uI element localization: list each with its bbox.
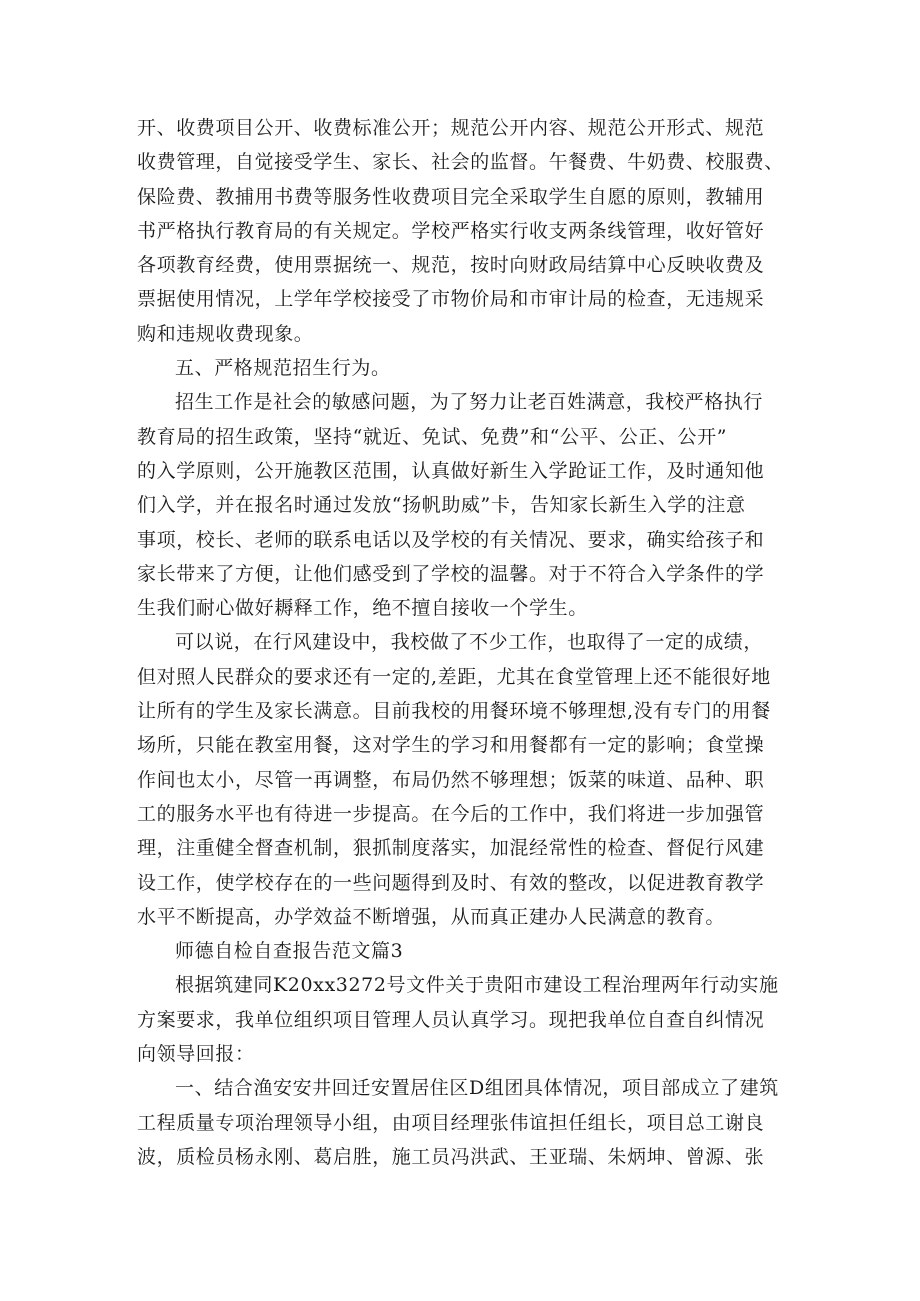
text-line: 方案要求，我单位组织项目管理人员认真学习。现把我单位自查自纠情况 <box>137 1008 765 1031</box>
text-line: 的入学原则，公开施教区范围，认真做好新生入学跄证工作，及时通知他 <box>137 459 765 482</box>
text-line: 书严格执行教育局的有关规定。学校严格实行收支两条线管理，收好管好 <box>137 219 765 242</box>
paragraph <box>137 1071 787 1174</box>
text-line: 但对照人民群众的要求还有一定的,差距，尤其在食堂管理上还不能很好地 <box>137 665 771 688</box>
document-body <box>137 111 787 1174</box>
text-line: 各项教育经费，使用票据统一、规范，按时向财政局结算中心反映收费及 <box>137 254 765 277</box>
text-line: 根据筑建同K20xx3272号文件关于贵阳市建设工程治理两年行动实施 <box>175 974 779 997</box>
text-line: 购和违规收费现象。 <box>137 322 314 345</box>
text-line: 波，质检员杨永刚、葛启胜，施工员冯洪武、王亚瑞、朱炳坤、曾源、张 <box>137 1145 765 1168</box>
text-line: 教育局的招生政策，坚持“就近、免试、免费”和“公平、公正、公开” <box>137 425 728 448</box>
text-line: 向领导回报： <box>137 1043 255 1066</box>
text-line: 水平不断提高，办学效益不断增强，从而真正建办人民满意的教育。 <box>137 905 726 928</box>
paragraph <box>137 385 787 625</box>
text-line: 事项，校长、老师的联系电话以及学校的有关情况、要求，确实给孩子和 <box>137 528 765 551</box>
text-line: 收费管理，自觉接受学生、家长、社会的监督。午餐费、牛奶费、校服费、 <box>137 151 784 174</box>
text-line: 开、收费项目公开、收费标准公开；规范公开内容、规范公开形式、规范 <box>137 117 765 139</box>
text-line: 生我们耐心做好耨释工作，绝不擅自接收一个学生。 <box>137 597 588 620</box>
text-line: 师德自检自查报告范文篇3 <box>175 940 404 963</box>
paragraph <box>137 968 787 1071</box>
text-line: 们入学，并在报名时通过发放“扬帆助威”卡，告知家长新生入学的注意 <box>137 494 746 517</box>
text-line: 招生工作是社会的敏感问题，为了努力让老百姓满意，我校严格执行 <box>175 391 764 414</box>
text-line: 工的服务水平也有待进一步提高。在今后的工作中，我们将进一步加强管 <box>137 802 765 825</box>
text-line: 作间也太小，尽管一再调整，布局仍然不够理想；饭菜的味道、品种、职 <box>137 768 765 791</box>
text-line: 理，注重健全督查机制，狠抓制度落实，加混经常性的检查、督促行风建 <box>137 837 765 860</box>
text-line: 保险费、教捕用书费等服务性收费项目完全采取学生自愿的原则，教辅用 <box>137 185 765 208</box>
text-line: 一、结合渔安安井回迁安置居住区D组团具体情况，项目部成立了建筑 <box>175 1077 779 1100</box>
text-line: 工程质量专项治理领导小组，由项目经理张伟谊担任组长，项目总工谢良 <box>137 1111 765 1134</box>
paragraph <box>137 351 787 385</box>
text-line: 让所有的学生及家长满意。目前我校的用餐环境不够理想,没有专门的用餐 <box>137 700 771 723</box>
paragraph <box>137 111 787 351</box>
text-line: 设工作，使学校存在的一些问题得到及时、有效的整改，以促进教育教学 <box>137 871 765 894</box>
text-line: 票据使用情况，上学年学校接受了市物价局和市审计局的检查，无违规采 <box>137 288 765 311</box>
paragraph <box>137 934 787 968</box>
paragraph <box>137 625 787 934</box>
text-line: 五、严格规范招生行为。 <box>175 357 391 380</box>
text-line: 可以说，在行风建设中，我校做了不少工作，也取得了一定的成绩， <box>175 631 764 654</box>
text-line: 家长带来了方便，让他们感受到了学校的温馨。对于不符合入学条件的学 <box>137 562 765 585</box>
text-line: 场所，只能在教室用餐，这对学生的学习和用餐都有一定的影响；食堂操 <box>137 734 765 757</box>
